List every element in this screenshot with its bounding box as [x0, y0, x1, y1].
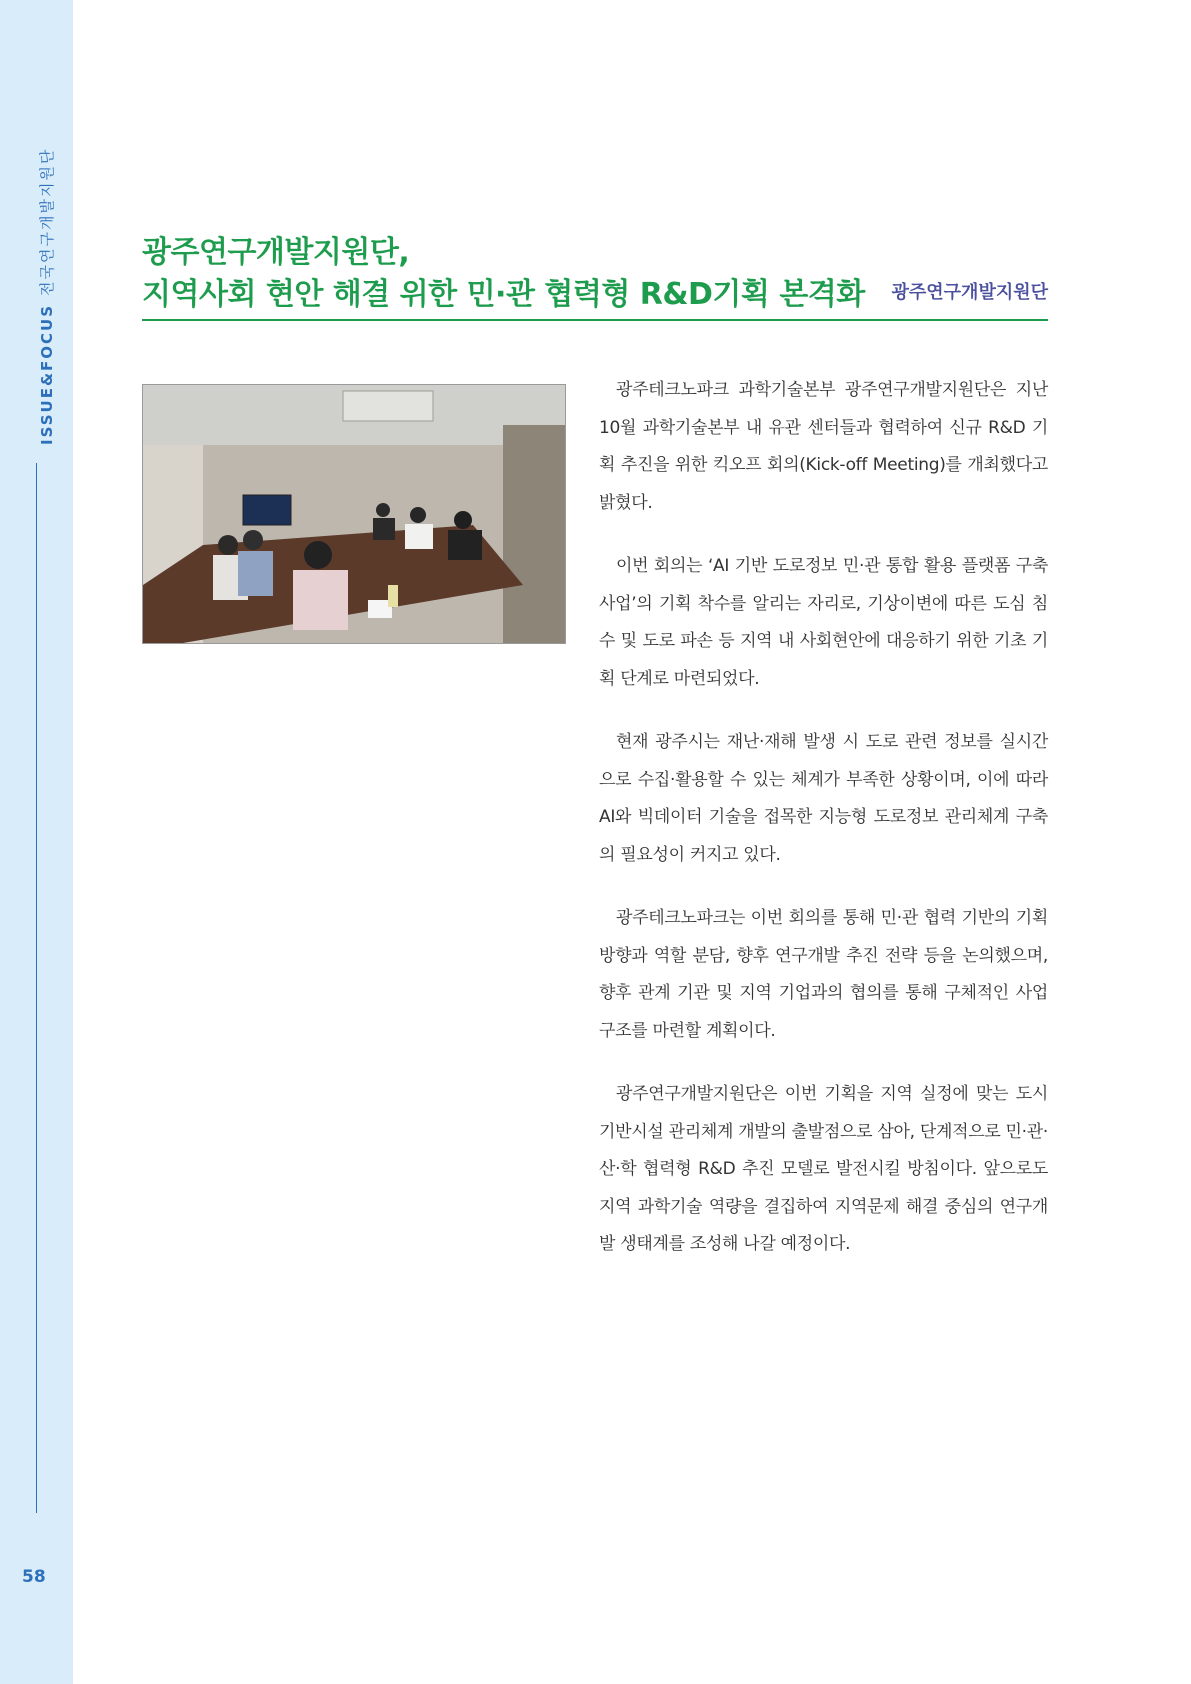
section-label	[36, 148, 57, 445]
photo-person-body	[293, 570, 348, 630]
photo-person-head	[376, 503, 390, 517]
meeting-photo	[142, 384, 566, 644]
article-paragraph: 광주연구개발지원단은 이번 기획을 지역 실정에 맞는 도시 기반시설 관리체계 개발의 출발점으로 삼아, 단계적으로 민·관·산·학 협력형 R&D 추진 모델로 발전시킬 방침이다. 앞으로도 지역 과학기술 역량을 결집하여 지역문제 해결 중심의 연구개발 생태계를 조성해 나갈 예정이다.	[599, 1084, 1048, 1254]
article-title	[142, 232, 865, 316]
photo-person-head	[410, 507, 426, 523]
sidebar	[0, 0, 73, 1684]
photo-person-head	[454, 511, 472, 529]
meeting-photo-illustration	[143, 385, 565, 643]
photo-person-head	[243, 530, 263, 550]
title-divider	[142, 319, 1048, 321]
photo-cup	[388, 585, 398, 607]
article-body	[599, 372, 1048, 1290]
article-title-line2: 지역사회 현안 해결 위한 민·관 협력형 R&D기획 본격화	[142, 277, 865, 312]
section-label-sub: 전국연구개발지원단	[38, 147, 56, 296]
page-number: 58	[22, 1567, 46, 1587]
photo-person-body	[405, 524, 433, 549]
photo-ceiling-vent	[343, 391, 433, 421]
article-title-line1: 광주연구개발지원단,	[142, 235, 410, 270]
article-paragraph: 광주테크노파크는 이번 회의를 통해 민·관 협력 기반의 기획 방향과 역할 분담, 향후 연구개발 추진 전략 등을 논의했으며, 향후 관계 기관 및 지역 기업과의 협의를 통해 구체적인 사업 구조를 마련할 계획이다.	[599, 908, 1048, 1041]
sidebar-divider	[36, 463, 37, 1513]
article-paragraph: 광주테크노파크 과학기술본부 광주연구개발지원단은 지난 10월 과학기술본부 내 유관 센터들과 협력하여 신규 R&D 기획 추진을 위한 킥오프 회의(Kick-off Meeting)를 개최했다고 밝혔다.	[599, 380, 1048, 513]
photo-person-head	[304, 541, 332, 569]
photo-right-wall	[503, 425, 565, 643]
article-author: 광주연구개발지원단	[891, 282, 1048, 303]
photo-person-body	[373, 518, 395, 540]
photo-person-head	[218, 535, 238, 555]
article-paragraph: 이번 회의는 ‘AI 기반 도로정보 민·관 통합 활용 플랫폼 구축 사업’의 기획 착수를 알리는 자리로, 기상이변에 따른 도심 침수 및 도로 파손 등 지역 내 사회현안에 대응하기 위한 기초 기획 단계로 마련되었다.	[599, 556, 1048, 689]
section-label-main: ISSUE&FOCUS	[38, 303, 56, 445]
photo-person-body	[448, 530, 482, 560]
photo-screen	[243, 495, 291, 525]
photo-person-body	[238, 551, 273, 596]
article-paragraph: 현재 광주시는 재난·재해 발생 시 도로 관련 정보를 실시간으로 수집·활용할 수 있는 체계가 부족한 상황이며, 이에 따라 AI와 빅데이터 기술을 접목한 지능형 도로정보 관리체계 구축의 필요성이 커지고 있다.	[599, 732, 1048, 865]
